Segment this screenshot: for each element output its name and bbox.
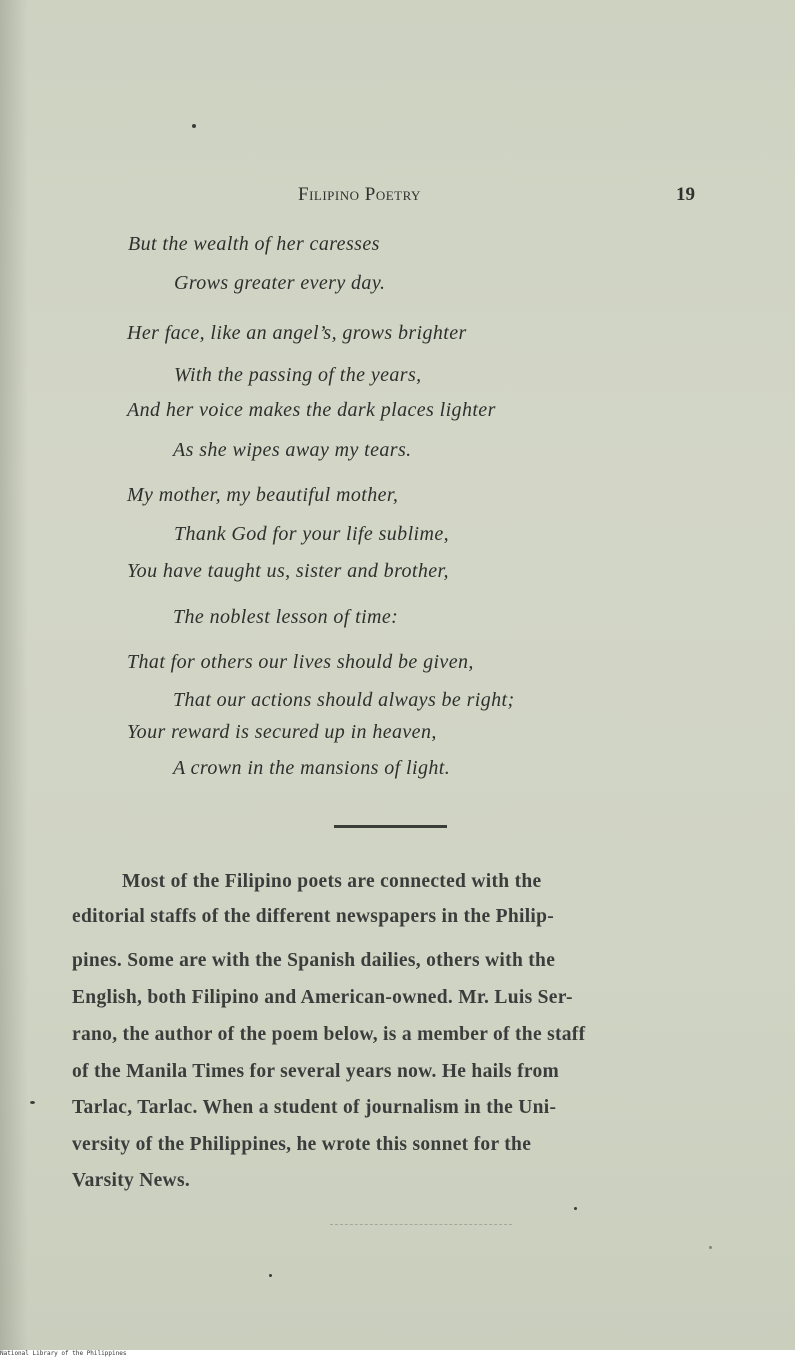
prose-line: Varsity News. — [72, 1170, 191, 1191]
page-number: 19 — [676, 184, 695, 205]
faint-mark — [330, 1224, 512, 1226]
footer — [0, 1350, 795, 1358]
prose-line: pines. Some are with the Spanish dailies, others with the — [72, 950, 556, 971]
library-credit: National Library of the Philippines — [0, 1350, 127, 1357]
poem-line: Your reward is secured up in heaven, — [127, 721, 437, 743]
poem-line: You have taught us, sister and brother, — [127, 560, 449, 582]
running-title: Filipino Poetry — [298, 184, 421, 205]
poem-line: My mother, my beautiful mother, — [127, 484, 399, 506]
poem-line: Grows greater every day. — [174, 272, 386, 294]
print-speck — [709, 1246, 712, 1249]
prose-line: Tarlac, Tarlac. When a student of journalism in the Uni- — [72, 1097, 557, 1118]
prose-line: editorial staffs of the different newspapers in the Philip- — [72, 906, 555, 927]
print-speck — [192, 124, 196, 128]
prose-line: rano, the author of the poem below, is a member of the staff — [72, 1024, 586, 1045]
prose-line: Most of the Filipino poets are connected with the — [122, 871, 542, 892]
print-speck — [30, 1101, 35, 1104]
print-speck — [574, 1207, 577, 1210]
print-speck — [269, 1274, 272, 1277]
poem-line: Her face, like an angel’s, grows brighter — [127, 322, 467, 344]
prose-line: English, both Filipino and American-owned. Mr. Luis Ser- — [72, 987, 573, 1008]
section-divider — [334, 825, 447, 828]
poem-line: And her voice makes the dark places lighter — [127, 399, 496, 421]
poem-line: That for others our lives should be given, — [127, 651, 474, 673]
poem-line: The noblest lesson of time: — [173, 606, 399, 628]
prose-line: of the Manila Times for several years now. He hails from — [72, 1061, 560, 1082]
poem-line: A crown in the mansions of light. — [173, 757, 451, 779]
running-head — [0, 184, 795, 210]
poem-line: As she wipes away my tears. — [173, 439, 412, 461]
poem-line: That our actions should always be right; — [173, 689, 515, 711]
poem-line: Thank God for your life sublime, — [174, 523, 450, 545]
poem-line: But the wealth of her caresses — [128, 233, 380, 255]
prose-line: versity of the Philippines, he wrote this sonnet for the — [72, 1134, 532, 1155]
poem-line: With the passing of the years, — [174, 364, 422, 386]
